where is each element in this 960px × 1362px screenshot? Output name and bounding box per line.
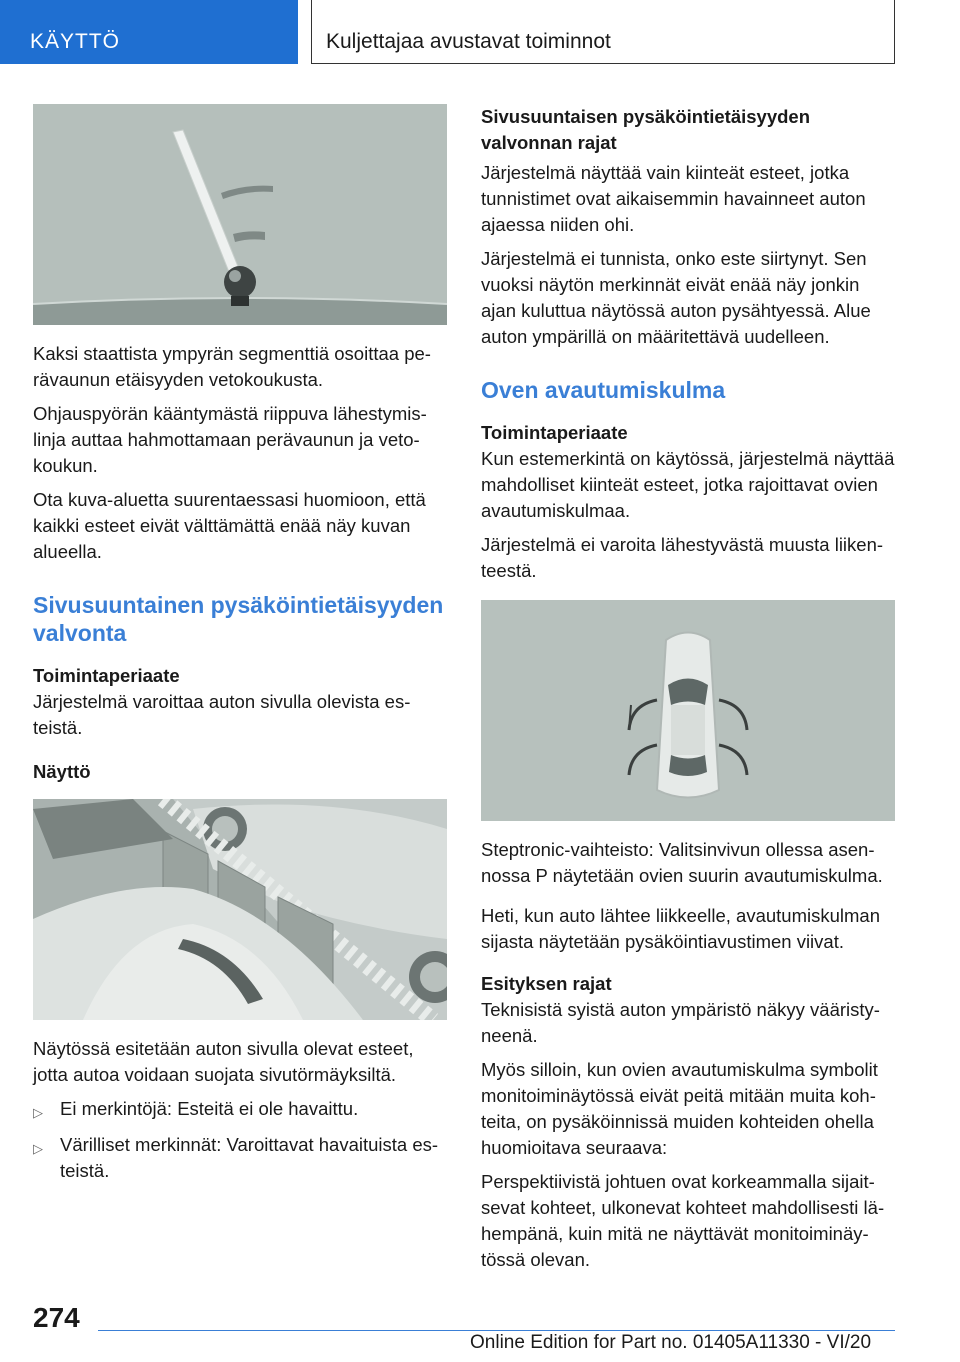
paragraph: Järjestelmä ei varoita lähestyvästä muusta liikenteestä. <box>481 534 884 581</box>
bullet-list <box>33 1096 447 1184</box>
paragraph: Ota kuva-aluetta suurentaessasi huomioon, että kaikki esteet eivät välttämättä enää näy kuvan alueella. <box>33 489 426 562</box>
triangle-right-icon: ▷ <box>33 1105 43 1120</box>
section-heading: Sivusuuntainen pysäköintietäisyyden valvonta <box>33 592 444 646</box>
subheading: Sivusuuntaisen pysäköintietäisyyden valvonnan rajat <box>481 106 810 153</box>
subheading: Näyttö <box>33 761 91 782</box>
right-column <box>481 104 895 1281</box>
paragraph: Järjestelmä ei tunnista, onko este siirtynyt. Sen vuoksi näytön merkinnät eivät enää näy jonkin ajan kuluttua näytössä auton pysähtyessä. Alue auton ympärillä on määritettävä uudelleen. <box>481 248 871 347</box>
paragraph: Näytössä esitetään auton sivulla olevat esteet, jotta autoa voidaan suojata sivutörmäyksiltä. <box>33 1038 414 1085</box>
header-chapter-title: Kuljettajaa avustavat toiminnot <box>311 0 895 64</box>
section-heading: Oven avautumiskulma <box>481 377 726 403</box>
paragraph: Ohjauspyörän kääntymästä riippuva lähestymislinja auttaa hahmottamaan perävaunun ja vetokoukun. <box>33 403 427 476</box>
list-item <box>33 1096 447 1122</box>
paragraph: Myös silloin, kun ovien avautumiskulma symbolit monitoiminäytössä eivät peitä mitään muita kohteita, on pysäköinnissä muiden kohteiden ohella huomioitava seuraava: <box>481 1059 878 1158</box>
paragraph: Kun estemerkintä on käytössä, järjestelmä näyttää mahdolliset kiinteät esteet, jotka rajoittavat ovien avautumiskulmaa. <box>481 448 895 521</box>
header-section-tab: KÄYTTÖ <box>0 0 298 64</box>
footer-edition: Online Edition for Part no. 01405A11330 - VI/20 <box>470 1332 872 1353</box>
paragraph: Kaksi staattista ympyrän segmenttiä osoittaa perävaunun etäisyyden vetokoukusta. <box>33 343 431 390</box>
list-item <box>33 1132 447 1184</box>
paragraph: Steptronic-vaihteisto: Valitsinvivun ollessa asennossa P näytetään ovien suurin avautumiskulma. <box>481 839 883 886</box>
paragraph: Heti, kun auto lähtee liikkeelle, avautumiskulman sijasta näytetään pysäköintiavustimen viivat. <box>481 905 880 952</box>
left-column <box>33 104 447 1194</box>
door-opening-angle-figure <box>481 600 895 821</box>
footer-divider <box>98 1330 895 1331</box>
trailer-hitch-figure <box>33 104 447 325</box>
list-item-text: Värilliset merkinnät: Varoittavat havaituista esteistä. <box>60 1134 439 1181</box>
subheading: Toimintaperiaate <box>33 665 180 686</box>
paragraph: Teknisistä syistä auton ympäristö näkyy vääristyneenä. <box>481 999 880 1046</box>
paragraph: Järjestelmä varoittaa auton sivulla olevista esteistä. <box>33 691 411 738</box>
subheading: Toimintaperiaate <box>481 422 628 443</box>
paragraph: Perspektiivistä johtuen ovat korkeammalla sijaitsevat kohteet, ulkonevat kohteet mahdollisesti lähempänä, kuin mitä ne näyttävät monitoiminäytössä olevan. <box>481 1171 885 1270</box>
page-number: 274 <box>33 1302 80 1333</box>
subheading: Esityksen rajat <box>481 973 612 994</box>
triangle-right-icon: ▷ <box>33 1141 43 1156</box>
paragraph: Järjestelmä näyttää vain kiinteät esteet, jotka tunnistimet ovat aikaisemmin havainneet auton ajaessa niiden ohi. <box>481 162 866 235</box>
list-item-text: Ei merkintöjä: Esteitä ei ole havaittu. <box>60 1098 359 1119</box>
side-parking-display-figure <box>33 799 447 1020</box>
